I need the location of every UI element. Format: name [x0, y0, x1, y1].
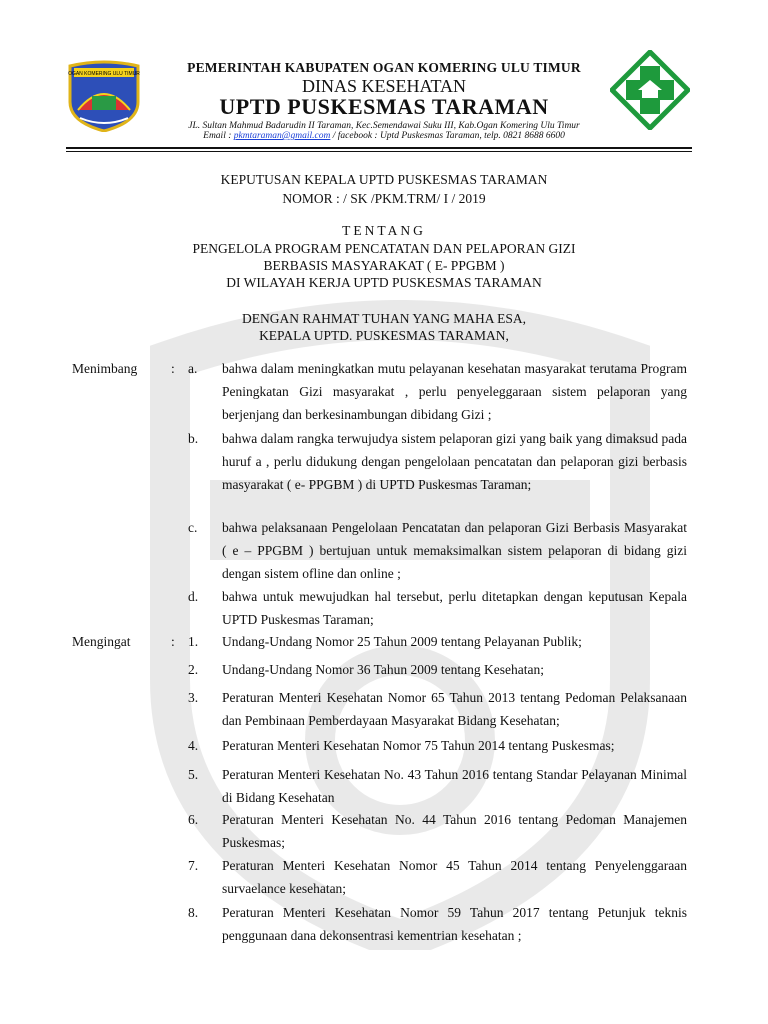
letterhead-address: JL. Sultan Mahmud Badarudin II Taraman, Kec.Semendawai Suku III, Kab.Ogan Komering Ulu Timur	[188, 121, 580, 131]
tentang-heading: TENTANG	[342, 223, 426, 238]
menimbang-num-b: b.	[188, 431, 199, 446]
mengingat-num-2: 2.	[188, 662, 199, 677]
email-label: Email :	[203, 131, 234, 141]
mengingat-num-4: 4.	[188, 738, 199, 753]
subject-line-2: BERBASIS MASYARAKAT ( E- PPGBM )	[263, 258, 505, 273]
menimbang-item-a: bahwa dalam meningkatkan mutu pelayanan kesehatan masyarakat terutama Program Peningkatan Gizi masyarakat , perlu penyeleggaraan sistem pelaporan yang berjenjang dan berkesinambungan dibidang Gizi ;	[222, 361, 687, 422]
menimbang-colon: :	[171, 361, 175, 376]
menimbang-num-c: c.	[188, 520, 198, 535]
menimbang-item-c: bahwa pelaksanaan Pengelolaan Pencatatan dan pelaporan Gizi Berbasis Masyarakat ( e – PPGBM ) bertujuan untuk memaksimalkan sistem pelaporan di bidang gizi dengan sistem ofline dan online ;	[222, 520, 687, 581]
subject-line-3: DI WILAYAH KERJA UPTD PUSKESMAS TARAMAN	[226, 275, 542, 290]
mengingat-label: Mengingat	[72, 634, 131, 649]
invocation-line: DENGAN RAHMAT TUHAN YANG MAHA ESA,	[241, 311, 526, 326]
email-link[interactable]: pkmtaraman@gmail.com	[233, 131, 331, 141]
letterhead-rule-thin	[66, 151, 692, 152]
mengingat-num-1: 1.	[188, 634, 199, 649]
decree-number: NOMOR : / SK /PKM.TRM/ I / 2019	[282, 191, 486, 206]
letterhead-government: PEMERINTAH KABUPATEN OGAN KOMERING ULU TIMUR	[187, 60, 581, 75]
mengingat-num-6: 6.	[188, 812, 199, 827]
mengingat-item-2: Undang-Undang Nomor 36 Tahun 2009 tentang Kesehatan;	[222, 662, 544, 677]
mengingat-item-5: Peraturan Menteri Kesehatan No. 43 Tahun 2016 tentang Standar Pelayanan Minimal di Bidang Kesehatan	[222, 767, 687, 805]
menimbang-item-b: bahwa dalam rangka terwujudya sistem pelaporan gizi yang baik yang dimaksud pada huruf a , perlu didukung dengan pengelolaan pencatatan dan pelaporan gizi berbasis masyarakat ( e- PPGBM ) di UPTD Puskesmas Taraman;	[222, 431, 687, 492]
decree-title: KEPUTUSAN KEPALA UPTD PUSKESMAS TARAMAN	[220, 172, 548, 187]
letterhead-contact	[0, 131, 768, 141]
mengingat-item-7: Peraturan Menteri Kesehatan Nomor 45 Tahun 2014 tentang Penyelenggaraan survaelance kesehatan;	[222, 858, 687, 896]
letterhead-department: DINAS KESEHATAN	[301, 76, 467, 96]
mengingat-item-3: Peraturan Menteri Kesehatan Nomor 65 Tahun 2013 tentang Pedoman Pelaksanaan dan Pembinaan Pemberdayaan Masyarakat Bidang Kesehatan;	[222, 690, 687, 728]
menimbang-label: Menimbang	[72, 361, 138, 376]
svg-text:OGAN KOMERING ULU TIMUR: OGAN KOMERING ULU TIMUR	[68, 71, 140, 77]
mengingat-num-3: 3.	[188, 690, 199, 705]
mengingat-item-6: Peraturan Menteri Kesehatan No. 44 Tahun 2016 tentang Pedoman Manajemen Puskesmas;	[222, 812, 687, 850]
subject-line-1: PENGELOLA PROGRAM PENCATATAN DAN PELAPORAN GIZI	[192, 241, 576, 256]
head-line: KEPALA UPTD. PUSKESMAS TARAMAN,	[259, 328, 509, 343]
mengingat-item-1: Undang-Undang Nomor 25 Tahun 2009 tentang Pelayanan Publik;	[222, 634, 582, 649]
mengingat-num-8: 8.	[188, 905, 199, 920]
mengingat-num-5: 5.	[188, 767, 199, 782]
mengingat-item-8: Peraturan Menteri Kesehatan Nomor 59 Tahun 2017 tentang Petunjuk teknis penggunaan dana dekonsentrasi kementrian kesehatan ;	[222, 905, 687, 943]
letterhead-rule-thick	[66, 147, 692, 149]
mengingat-colon: :	[171, 634, 175, 649]
letterhead-institution: UPTD PUSKESMAS TARAMAN	[219, 94, 549, 119]
menimbang-item-d: bahwa untuk mewujudkan hal tersebut, perlu ditetapkan dengan keputusan Kepala UPTD Puskesmas Taraman;	[222, 589, 687, 627]
mengingat-item-4: Peraturan Menteri Kesehatan Nomor 75 Tahun 2014 tentang Puskesmas;	[222, 738, 615, 753]
menimbang-num-d: d.	[188, 589, 199, 604]
mengingat-num-7: 7.	[188, 858, 199, 873]
contact-rest: / facebook : Uptd Puskesmas Taraman, telp. 0821 8688 6600	[330, 131, 565, 141]
menimbang-num-a: a.	[188, 361, 198, 376]
